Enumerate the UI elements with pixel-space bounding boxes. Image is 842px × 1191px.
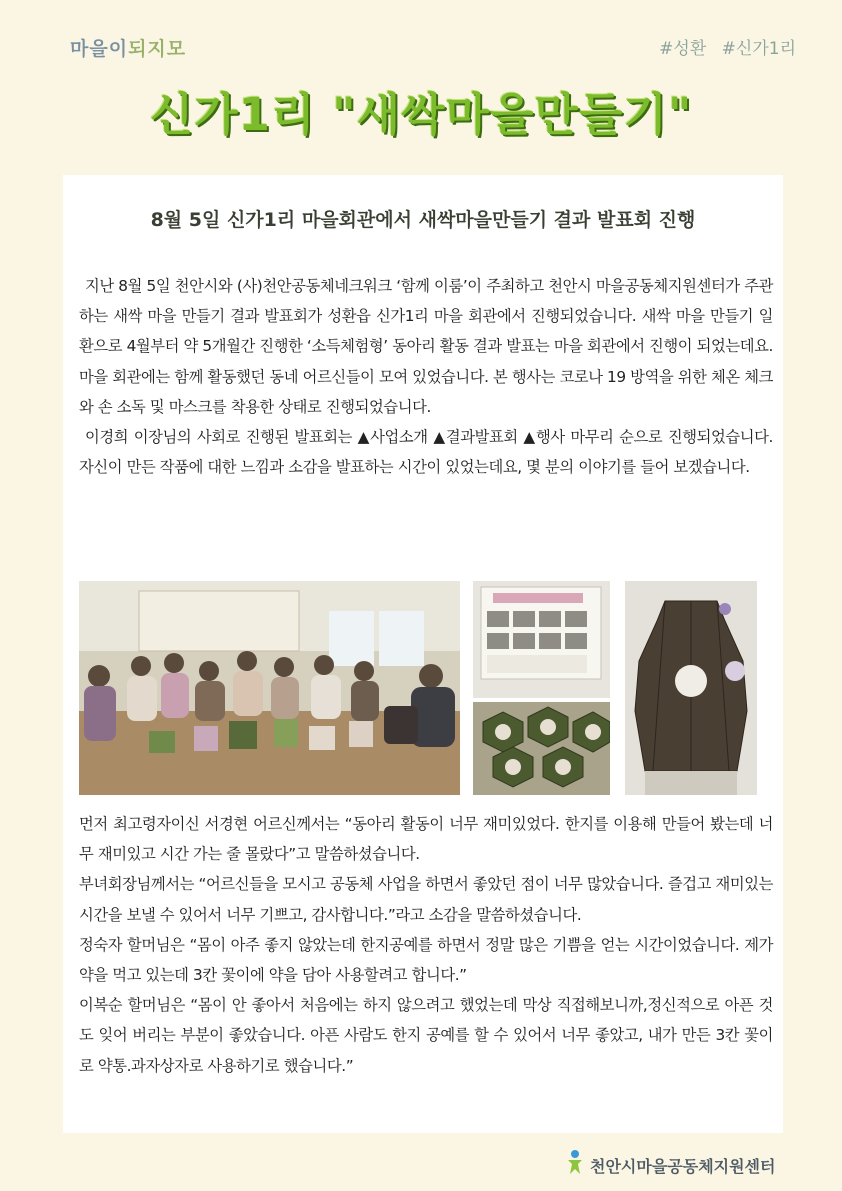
article-intro [79, 271, 773, 482]
article-subtitle: 8월 5일 신가1리 마을회관에서 새싹마을만들기 결과 발표회 진행 [150, 209, 696, 231]
testimonial-3: 정숙자 할머님은 “몸이 아주 좋지 않았는데 한지공예를 하면서 정말 많은 기쁨을 얻는 시간이었습니다. 제가 약을 먹고 있는데 3칸 꽃이에 약을 담아 사용할려고 합니다.” [79, 935, 773, 985]
photo-hanji-boxes [473, 702, 610, 795]
paragraph-2: 이경희 이장님의 사회로 진행된 발표회는 ▲사업소개 ▲결과발표회 ▲행사 마무리 순으로 진행되었습니다. 자신이 만든 작품에 대한 느낌과 소감을 발표하는 시간이 있었는데요, 몇 분의 이야기를 들어 보겠습니다. [79, 428, 773, 477]
poster-board-illustration [473, 581, 610, 698]
hashtag-2[interactable]: #신가1리 [721, 39, 796, 59]
brand-part2: 되지모 [128, 38, 187, 60]
photo-poster-board [473, 581, 610, 698]
brand-logo [70, 34, 186, 61]
footer-logo-text: 천안시마을공동체지원센터 [590, 1156, 776, 1176]
page-title: 신가1리 "새싹마을만들기" [149, 88, 693, 141]
group-photo-illustration [79, 581, 460, 795]
person-figure-icon [566, 1150, 584, 1180]
testimonial-1: 먼저 최고령자이신 서경현 어르신께서는 “동아리 활동이 너무 재미있었다. 한지를 이용해 만들어 봤는데 너무 재미있고 시간 가는 줄 몰랐다”고 말씀하셨습니다. [79, 815, 773, 864]
article-card [63, 175, 783, 1133]
article-testimonials [79, 809, 773, 1081]
testimonial-4: 이복순 할머님은 “몸이 안 좋아서 처음에는 하지 않으려고 했었는데 막상 직접해보니까,정신적으로 아픈 것도 잊어 버리는 부분이 좋았습니다. 아픈 사람도 한지 공예를 할 수 있어서 너무 좋았고, 내가 만든 3칸 꽃이로 약통.과자상자로 사용하기로 했습니다.” [79, 996, 773, 1075]
paragraph-1: 지난 8월 5일 천안시와 (사)천안공동체네크워크 ‘함께 이룸’이 주최하고 천안시 마을공동체지원센터가 주관하는 새싹 마을 만들기 결과 발표회가 성환읍 신가1리 마을 회관에서 진행되었습니다. 새싹 마을 만들기 일환으로 4월부터 약 5개월간 진행한 ‘소득체험형’ 동아리 활동 결과 발표는 마을 회관에서 진행이 되었는데요. 마을 회관에는 함께 활동했던 동네 어르신들이 모여 있었습니다. 본 행사는 코로나 19 방역을 위한 체온 체크와 손 소독 및 마스크를 착용한 상태로 진행되었습니다. [79, 277, 773, 416]
hashtag-1[interactable]: #성환 [659, 39, 707, 59]
hanji-vase-illustration [625, 581, 757, 795]
brand-part1: 마을이 [70, 38, 129, 60]
footer-logo [566, 1150, 775, 1180]
testimonial-2: 부녀회장님께서는 “어르신들을 모시고 공동체 사업을 하면서 좋았던 점이 너무 많았습니다. 즐겁고 재미있는 시간을 보낼 수 있어서 너무 기쁘고, 감사합니다.”라고 소감을 말씀하셨습니다. [79, 875, 773, 924]
hanji-boxes-illustration [473, 702, 610, 795]
photo-hanji-vase [625, 581, 757, 795]
hashtags [649, 34, 796, 59]
photo-group-elders [79, 581, 460, 795]
